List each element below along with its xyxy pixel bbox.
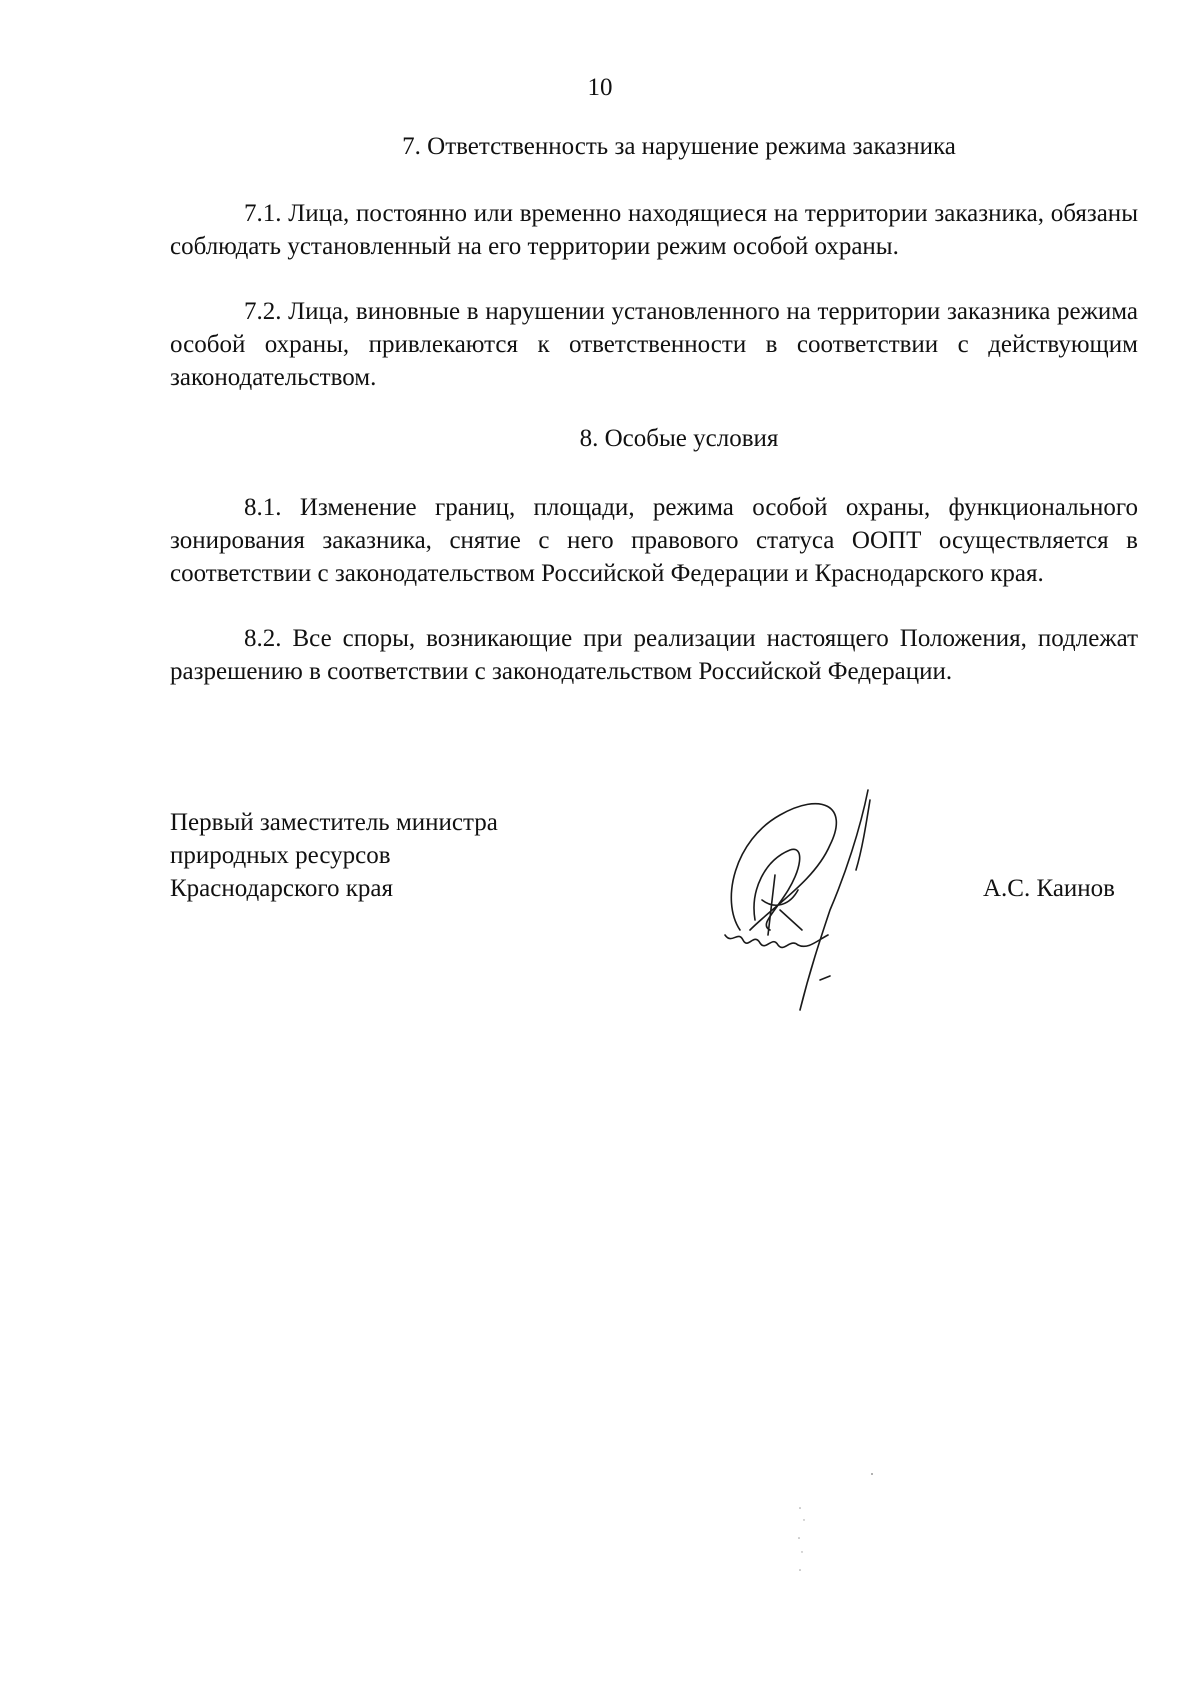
paragraph-7-1: 7.1. Лица, постоянно или временно находящиеся на территории заказника, обязаны соблюдать установленный на его территории режим особой охраны. (170, 200, 1138, 260)
paragraph-8-2: 8.2. Все споры, возникающие при реализации настоящего Положения, подлежат разрешению в соответствии с законодательством Российской Федерации. (170, 625, 1138, 685)
signer-title-line: Краснодарского края (170, 875, 393, 902)
signer-title (170, 806, 498, 905)
section-8-heading: 8. Особые условия (579, 425, 779, 452)
section-7-heading: 7. Ответственность за нарушение режима заказника (402, 133, 956, 160)
handwritten-signature (680, 780, 880, 1040)
signer-title-line: Первый заместитель министра (170, 809, 498, 836)
page-number: 10 (587, 74, 613, 101)
signer-name: А.С. Каинов (983, 875, 1115, 902)
scan-specks (790, 1470, 890, 1580)
signer-title-line: природных ресурсов (170, 842, 391, 869)
paragraph-7-2: 7.2. Лица, виновные в нарушении установленного на территории заказника режима особой охраны, привлекаются к ответственности в соответствии с действующим законодательством. (170, 298, 1138, 391)
paragraph-8-1: 8.1. Изменение границ, площади, режима особой охраны, функционального зонирования заказника, снятие с него правового статуса ООПТ осуществляется в соответствии с законодательством Российской Федерации и Краснодарского края. (170, 494, 1138, 587)
